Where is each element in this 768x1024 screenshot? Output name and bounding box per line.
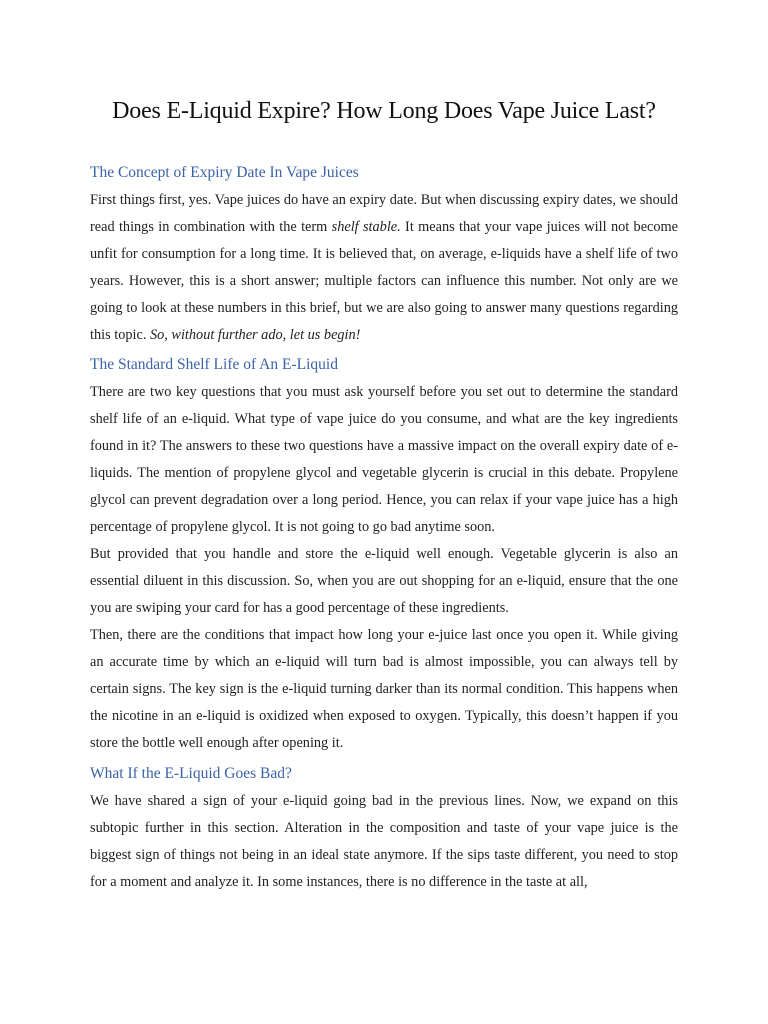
paragraph-text: First things first, yes. Vape juices do have an expiry date. But when discussing expiry dates, we should read things in combination with the term	[90, 192, 678, 235]
paragraph-text: It means that your vape juices will not become unfit for consumption for a long time. It is believed that, on average, e-liquids have a shelf life of two years. However, this is a short answer; multiple factors can influence this number. Not only are we going to look at these numbers in this brief, but we are also going to answer many questions regarding this topic.	[90, 219, 679, 343]
paragraph-goes-bad: We have shared a sign of your e-liquid going bad in the previous lines. Now, we expand on this subtopic further in this section. Alteration in the composition and taste of your vape juice is the biggest sign of things not being in an ideal state anymore. If the sips taste different, you need to stop for a moment and analyze it. In some instances, there is no difference in the taste at all,	[90, 793, 678, 890]
section-heading-standard-shelf-life: The Standard Shelf Life of An E-Liquid	[90, 356, 338, 373]
closing-phrase: So, without further ado, let us begin!	[149, 327, 361, 343]
paragraph-key-questions: There are two key questions that you must ask yourself before you set out to determine the standard shelf life of an e-liquid. What type of vape juice do you consume, and what are the key ingredients found in it? The answers to these two questions have a massive impact on the overall expiry date of e-liquids. The mention of propylene glycol and vegetable glycerin is crucial in this debate. Propylene glycol can prevent degradation over a long period. Hence, you can relax if your vape juice has a high percentage of propylene glycol. It is not going to go bad anytime soon.	[90, 384, 678, 535]
paragraph-conditions: Then, there are the conditions that impact how long your e-juice last once you open it. While giving an accurate time by which an e-liquid will turn bad is almost impossible, you can always tell by certain signs. The key sign is the e-liquid turning darker than its normal condition. This happens when the nicotine in an e-liquid is oxidized when exposed to oxygen. Typically, this doesn’t happen if you store the bottle well enough after opening it.	[90, 627, 678, 751]
paragraph-expiry-concept	[90, 187, 678, 349]
paragraph-storage: But provided that you handle and store the e-liquid well enough. Vegetable glycerin is also an essential diluent in this discussion. So, when you are out shopping for an e-liquid, ensure that the one you are swiping your card for has a good percentage of these ingredients.	[90, 546, 678, 616]
document-title: Does E-Liquid Expire? How Long Does Vape Juice Last?	[112, 98, 656, 124]
section-heading-goes-bad: What If the E-Liquid Goes Bad?	[90, 765, 292, 782]
section-heading-expiry-concept: The Concept of Expiry Date In Vape Juices	[90, 164, 359, 181]
shelf-stable-term: shelf stable.	[331, 219, 401, 235]
